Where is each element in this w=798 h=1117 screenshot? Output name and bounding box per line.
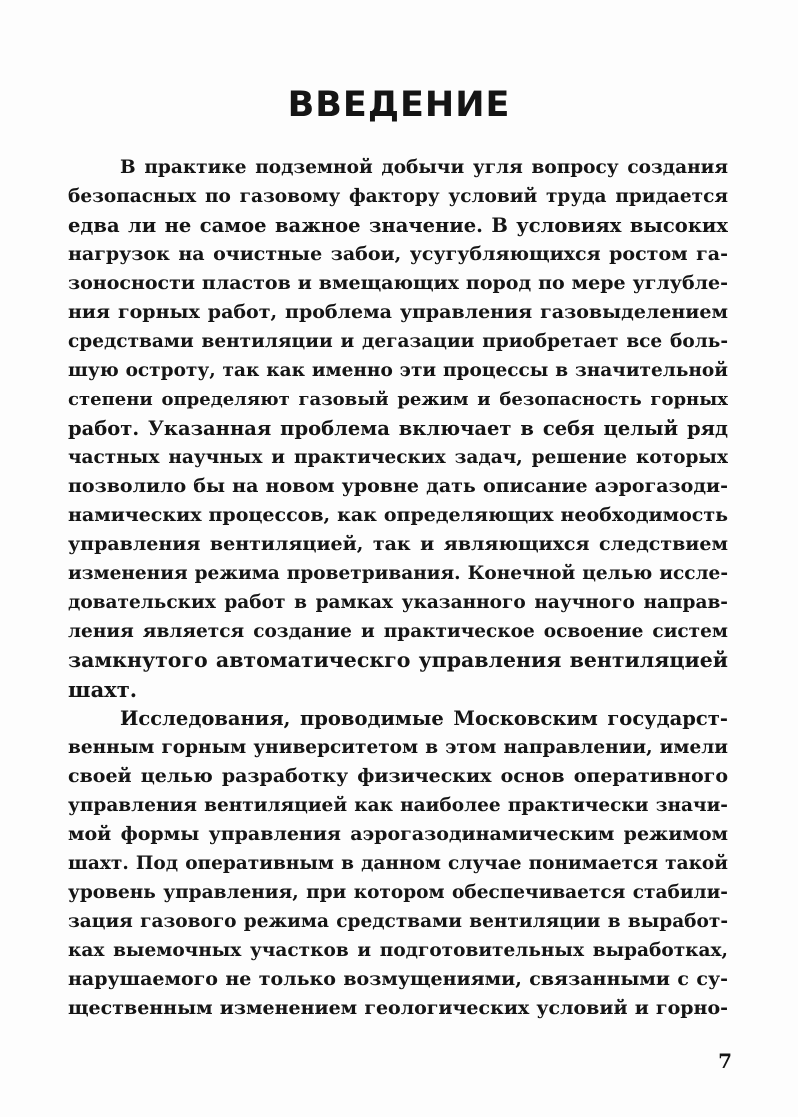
text-line: мой формы управления аэрогазодинамическим режимом bbox=[68, 823, 728, 845]
text-line: зоносности пластов и вмещающих пород по мере углубле- bbox=[68, 272, 728, 294]
paragraph-2 bbox=[68, 704, 728, 1023]
text-line: средствами вентиляции и дегазации приобретает все боль- bbox=[68, 331, 728, 352]
text-line: щественным изменением геологических условий и горно- bbox=[68, 997, 728, 1019]
text-line: управления вентиляцией как наиболее практически значи- bbox=[68, 795, 728, 816]
text-line: едва ли не самое важное значение. В условиях высоких bbox=[68, 214, 728, 237]
text-line: частных научных и практических задач, решение которых bbox=[68, 447, 728, 468]
text-line: довательских работ в рамках указанного научного направ- bbox=[68, 592, 728, 613]
text-line: степени определяют газовый режим и безопасность горных bbox=[68, 389, 728, 410]
text-line: шую остроту, так как именно эти процессы в значительной bbox=[68, 360, 728, 381]
text-line: нагрузок на очистные забои, усугубляющихся ростом га- bbox=[68, 243, 728, 265]
page-number: 7 bbox=[718, 1049, 732, 1073]
text-line: своей целью разработку физических основ оперативного bbox=[68, 765, 728, 787]
text-line: В практике подземной добычи угля вопросу создания bbox=[120, 157, 728, 178]
text-line: шахт. Под оперативным в данном случае понимается такой bbox=[68, 853, 728, 874]
text-line: замкнутого автоматическго управления вентиляцией bbox=[68, 648, 728, 672]
text-line: венным горным университетом в этом направлении, имели bbox=[68, 737, 728, 758]
paragraph-1 bbox=[68, 153, 728, 704]
text-line: позволило бы на новом уровне дать описание аэрогазоди- bbox=[68, 475, 728, 497]
text-line: работ. Указанная проблема включает в себя целый ряд bbox=[68, 417, 728, 440]
text-line: ках выемочных участков и подготовительных выработках, bbox=[68, 940, 728, 961]
text-line: шахт. bbox=[68, 677, 138, 702]
text-line: зация газового режима средствами вентиляции в выработ- bbox=[68, 911, 728, 932]
chapter-heading: ВВЕДЕНИЕ bbox=[287, 85, 511, 125]
body-text bbox=[68, 153, 728, 1023]
text-line: безопасных по газовому фактору условий труда придается bbox=[68, 186, 728, 207]
text-line: Исследования, проводимые Московским государст- bbox=[120, 707, 728, 730]
text-line: уровень управления, при котором обеспечивается стабили- bbox=[68, 882, 728, 903]
text-line: намических процессов, как определяющих необходимость bbox=[68, 504, 728, 526]
text-line: ления является создание и практическое освоение систем bbox=[68, 621, 728, 642]
text-line: изменения режима проветривания. Конечной целью иссле- bbox=[68, 563, 728, 584]
text-line: нарушаемого не только возмущениями, связанными с су- bbox=[68, 968, 728, 990]
text-line: управления вентиляцией, так и являющихся следствием bbox=[68, 533, 728, 555]
text-line: ния горных работ, проблема управления газовыделением bbox=[68, 301, 728, 323]
